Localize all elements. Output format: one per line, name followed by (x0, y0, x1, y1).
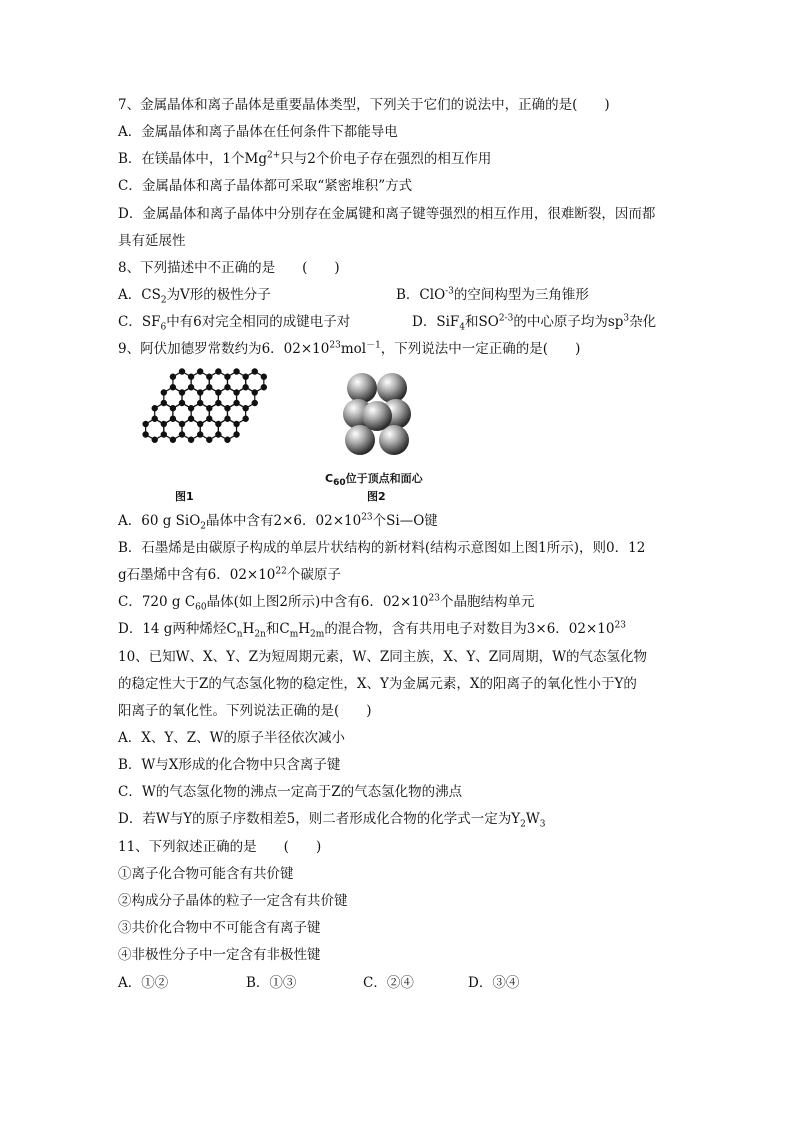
carbon-atom (179, 400, 185, 406)
carbon-atom (152, 437, 158, 443)
figure2-caption: 图2 (367, 490, 386, 503)
carbon-atom (188, 416, 194, 422)
carbon-atom (170, 437, 176, 443)
carbon-atom (252, 368, 258, 374)
carbon-atom (170, 384, 176, 390)
q10-option-c: C．W的气态氢化物的沸点一定高于Z的气态氢化物的沸点 (118, 784, 463, 800)
carbon-atom (215, 431, 221, 437)
carbon-atom (179, 421, 185, 427)
carbon-atom (233, 421, 239, 427)
q7-option-a: A．金属晶体和离子晶体在任何条件下都能导电 (118, 124, 398, 140)
carbon-atom (197, 421, 203, 427)
q9-stem: 9、阿伏加德罗常数约为6．$02\times 10^{23}mol^{-1}$，下列说法中一定正确的是( ) (118, 340, 581, 357)
carbon-atom (161, 400, 167, 406)
carbon-atom (197, 431, 203, 437)
carbon-atom (215, 421, 221, 427)
q7-option-d-line2: 具有延展性 (118, 233, 186, 249)
carbon-atom (215, 389, 221, 395)
q7-option-c: C．金属晶体和离子晶体都可采取“紧密堆积”方式 (118, 178, 413, 194)
q7-stem: 7、金属晶体和离子晶体是重要晶体类型，下列关于它们的说法中，正确的是( ) (118, 97, 610, 113)
q11-stem: 11、下列叙述正确的是 ( ) (118, 839, 322, 855)
carbon-atom (188, 437, 194, 443)
carbon-atom (233, 368, 239, 374)
carbon-atom (206, 405, 212, 411)
q10-option-d: D．若W与Y的原子序数相差5，则二者形成化合物的化学式一定为$Y_2W_3$ (118, 811, 546, 830)
q7-option-d-line1: D．金属晶体和离子晶体中分别存在金属键和离子键等强烈的相互作用，很难断裂，因而都 (118, 206, 656, 222)
carbon-atom (179, 389, 185, 395)
q10-stem-line2: 的稳定性大于Z的气态氢化物的稳定性，X、Y为金属元素，X的阳离子的氧化性小于Y的 (118, 676, 637, 692)
q11-statement-3: ③共价化合物中不可能含有离子键 (118, 920, 321, 936)
q9-option-b-line1: B．石墨烯是由碳原子构成的单层片状结构的新材料(结构示意图如上图1所示)，则0．12 (118, 540, 646, 556)
q10-option-b: B．W与X形成的化合物中只含离子键 (118, 757, 341, 773)
carbon-atom (252, 400, 258, 406)
q9-option-c: C．720 g $C_{60}$晶体(如上图2所示)中含有6．$02\times 10^{23}$个晶胞结构单元 (118, 593, 535, 613)
carbon-atom (188, 384, 194, 390)
carbon-atom (142, 431, 148, 437)
carbon-atom (152, 416, 158, 422)
carbon-atom (261, 384, 267, 390)
q9-option-d: D．14 g两种烯烃$C_nH_{2n}$和$C_mH_{2m}$的混合物，含有共用电子对数目为3×6．$02\times 10^{23}$ (118, 620, 626, 640)
carbon-atom (224, 374, 230, 380)
carbon-atom (224, 384, 230, 390)
carbon-atom (233, 431, 239, 437)
carbon-atom (252, 389, 258, 395)
carbon-atom (188, 374, 194, 380)
q11-statement-2: ②构成分子晶体的粒子一定含有共价键 (118, 893, 348, 909)
carbon-atom (242, 374, 248, 380)
graphene-lattice-figure (118, 368, 278, 468)
q11-statement-1: ①离子化合物可能含有共价键 (118, 866, 294, 882)
q11-statement-4: ④非极性分子中一定含有非极性键 (118, 947, 321, 963)
c60-unit-cell-figure (340, 370, 416, 462)
q7-option-b: B．在镁晶体中，1个$Mg^{2+}$只与2个价电子存在强烈的相互作用 (118, 150, 492, 167)
q10-stem-line1: 10、已知W、X、Y、Z为短周期元素，W、Z同主族，X、Y、Z同周期，W的气态氢化物 (118, 649, 647, 665)
carbon-atom (206, 374, 212, 380)
carbon-atom (142, 421, 148, 427)
carbon-atom (224, 437, 230, 443)
carbon-atom (206, 416, 212, 422)
figure2-subcaption: $C_{60}$位于顶点和面心 (325, 472, 423, 489)
carbon-atom (224, 405, 230, 411)
q11-option-d: D．③④ (468, 975, 520, 991)
q8-option-d: D．SiF$_4$和SO$^{2-3}$的中心原子均为$sp^3$杂化 (412, 313, 657, 333)
carbon-atom (170, 374, 176, 380)
carbon-atom (161, 421, 167, 427)
carbon-atom (233, 389, 239, 395)
carbon-atom (224, 416, 230, 422)
q8-option-b: B．ClO$^{-3}$的空间构型为三角锥形 (396, 286, 589, 303)
carbon-atom (206, 437, 212, 443)
q8-stem: 8、下列描述中不正确的是 ( ) (118, 260, 340, 276)
figure1-caption: 图1 (175, 490, 194, 503)
q8-option-c: C．$SF_6$中有6对完全相同的成键电子对 (118, 314, 351, 333)
q11-option-a: A．①② (118, 975, 169, 991)
carbon-atom (233, 400, 239, 406)
carbon-atom (242, 384, 248, 390)
q10-stem-line3: 阳离子的氧化性。下列说法正确的是( ) (118, 703, 372, 719)
carbon-atom (197, 400, 203, 406)
carbon-atom (215, 400, 221, 406)
q11-option-b: B．①③ (246, 975, 297, 991)
q11-option-c: C．②④ (363, 975, 414, 991)
carbon-atom (152, 405, 158, 411)
carbon-atom (161, 389, 167, 395)
carbon-atom (179, 431, 185, 437)
carbon-atom (261, 374, 267, 380)
carbon-atom (170, 405, 176, 411)
carbon-atom (197, 368, 203, 374)
carbon-atom (197, 389, 203, 395)
carbon-atom (206, 384, 212, 390)
carbon-atom (179, 368, 185, 374)
q9-option-a: A．60 g SiO$_2$晶体中含有2×6．$02\times 10^{23}$个Si—O键 (118, 512, 438, 532)
q10-option-a: A．X、Y、Z、W的原子半径依次减小 (118, 730, 346, 746)
carbon-atom (215, 368, 221, 374)
carbon-atom (242, 416, 248, 422)
q9-option-b-line2: g石墨烯中含有6．$02\times 10^{22}$个碳原子 (118, 566, 341, 583)
carbon-atom (170, 416, 176, 422)
q8-option-a: A．$CS_2$为V形的极性分子 (118, 287, 271, 306)
carbon-atom (188, 405, 194, 411)
carbon-atom (161, 431, 167, 437)
carbon-atom (242, 405, 248, 411)
